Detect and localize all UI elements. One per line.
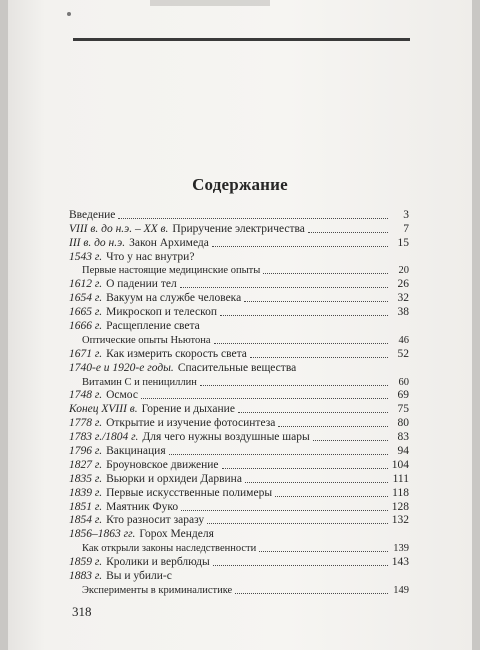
toc-entry-date: 1665 г. <box>69 306 103 319</box>
toc-entry <box>69 347 409 361</box>
toc-entry-page: 139 <box>393 543 409 555</box>
toc-leader-dots <box>259 551 388 552</box>
toc-entry-date: 1666 г. <box>69 320 103 333</box>
toc-entry-title: Как измерить скорость света <box>106 347 247 360</box>
toc-entry-title: Как открыли законы наследственности <box>82 543 257 555</box>
toc-entry-page: 69 <box>397 389 409 402</box>
toc-entry-page: 7 <box>403 222 409 235</box>
toc-entry-title: Оптические опыты Ньютона <box>82 334 211 346</box>
toc-leader-dots <box>278 426 388 427</box>
toc-entry-title: Вакцинация <box>106 445 166 458</box>
toc-entry-date: 1778 г. <box>69 417 103 430</box>
toc-entry-title: Для чего нужны воздушные шары <box>142 431 310 444</box>
toc-leader-dots <box>207 523 388 524</box>
toc-leader-dots <box>169 454 388 455</box>
toc-entry-title: Открытие и изучение фотосинтеза <box>106 417 276 430</box>
toc-leader-dots <box>275 496 388 497</box>
toc-entry-date: 1827 г. <box>69 458 103 471</box>
toc-leader-dots <box>222 468 389 469</box>
toc-leader-dots <box>313 440 388 441</box>
toc-entry <box>69 389 409 403</box>
toc-entry-title: Горение и дыхание <box>141 403 235 416</box>
toc-leader-dots <box>245 482 388 483</box>
toc-entry-date: 1796 г. <box>69 445 103 458</box>
toc-leader-dots <box>212 246 388 247</box>
toc-entry-date: 1654 г. <box>69 292 103 305</box>
toc-entry-title: Первые настоящие медицинские опыты <box>82 265 261 277</box>
toc-leader-dots <box>250 357 388 358</box>
toc-entry-date: 1612 г. <box>69 278 103 291</box>
toc-entry-page: 60 <box>398 376 409 388</box>
toc-entry <box>69 402 409 416</box>
toc-leader-dots <box>118 218 388 219</box>
toc-entry <box>69 277 409 291</box>
toc-entry-date: 1856–1863 гг. <box>69 528 136 541</box>
toc-entry <box>69 527 409 541</box>
toc-leader-dots <box>214 343 388 344</box>
toc-entry-title: Закон Архимеда <box>129 236 209 249</box>
toc-entry-title: Витамин С и пенициллин <box>82 376 197 388</box>
toc-entry <box>69 430 409 444</box>
toc-entry-title: Осмос <box>106 389 138 402</box>
toc-entry <box>69 305 409 319</box>
toc-entry <box>69 319 409 333</box>
toc-entry-page: 83 <box>397 431 409 444</box>
toc-leader-dots <box>213 565 388 566</box>
toc-entry <box>69 514 409 528</box>
toc-entry-page: 128 <box>391 500 409 513</box>
toc-entry-page: 143 <box>391 556 409 569</box>
toc-entry-page: 118 <box>392 486 409 499</box>
toc-entry <box>69 569 409 583</box>
toc-entry <box>69 583 409 597</box>
toc-entry-page: 94 <box>397 445 409 458</box>
toc-entry <box>69 208 409 222</box>
toc-entry-title: Микроскоп и телескоп <box>106 306 218 319</box>
toc-entry <box>69 291 409 305</box>
toc-entry-title: Эксперименты в криминалистике <box>82 584 233 596</box>
toc-entry-title: Первые искусственные полимеры <box>106 486 273 499</box>
toc-title: Содержание <box>192 175 288 194</box>
toc-entry-page: 104 <box>391 458 409 471</box>
toc-entry-title: О падении тел <box>106 278 177 291</box>
toc-leader-dots <box>180 287 388 288</box>
toc-entry-page: 75 <box>397 403 409 416</box>
toc-entry-title: Кролики и верблюды <box>106 556 210 569</box>
toc-leader-dots <box>308 232 388 233</box>
toc-entry <box>69 375 409 389</box>
previous-page-bleed <box>150 0 270 6</box>
toc-entry <box>69 333 409 347</box>
toc-entry-page: 20 <box>398 265 409 277</box>
toc-entry-title: Броуновское движение <box>106 458 219 471</box>
header-rule <box>73 38 410 41</box>
toc-entry-title: Спасительные вещества <box>177 361 297 374</box>
toc-entry-date: 1839 г. <box>69 486 103 499</box>
toc-entry-page: 38 <box>397 306 409 319</box>
toc-entry-title: Приручение электричества <box>172 222 305 235</box>
toc-leader-dots <box>141 398 388 399</box>
toc-entry <box>69 486 409 500</box>
toc-entry-date: 1748 г. <box>69 389 103 402</box>
toc-entry-title: Горох Менделя <box>139 528 214 541</box>
toc-entry-date: 1835 г. <box>69 472 103 485</box>
toc-entry <box>69 236 409 250</box>
toc-leader-dots <box>238 412 388 413</box>
toc-leader-dots <box>181 510 388 511</box>
page-number: 318 <box>72 604 92 619</box>
toc-entry <box>69 264 409 278</box>
toc-entry-page: 32 <box>397 292 409 305</box>
toc-leader-dots <box>200 385 388 386</box>
toc-entry-date: III в. до н.э. <box>69 236 126 249</box>
toc-entry-date: VIII в. до н.э. – XX в. <box>69 222 169 235</box>
toc-entry-title: Введение <box>69 208 116 221</box>
toc-entry <box>69 541 409 555</box>
toc-entry-page: 46 <box>398 334 409 346</box>
toc-entry <box>69 555 409 569</box>
toc-leader-dots <box>244 301 388 302</box>
toc-entry-date: 1854 г. <box>69 514 103 527</box>
toc-entry-page: 80 <box>397 417 409 430</box>
print-mark <box>67 12 71 16</box>
toc-entry-date: 1859 г. <box>69 556 103 569</box>
toc-entry-date: Конец XVIII в. <box>69 403 138 416</box>
toc-entry <box>69 250 409 264</box>
toc-entry <box>69 500 409 514</box>
toc-entry-page: 52 <box>397 347 409 360</box>
toc-entry-page: 15 <box>397 236 409 249</box>
toc-entry-date: 1671 г. <box>69 347 103 360</box>
toc-leader-dots <box>235 593 388 594</box>
toc-entry-page: 111 <box>392 472 409 485</box>
toc-entry-title: Вьюрки и орхидеи Дарвина <box>106 472 242 485</box>
toc-entry-date: 1851 г. <box>69 500 103 513</box>
toc-leader-dots <box>220 315 388 316</box>
toc-entry <box>69 222 409 236</box>
toc-entry <box>69 361 409 375</box>
toc-entry <box>69 458 409 472</box>
toc-entry-date: 1783 г./1804 г. <box>69 431 139 444</box>
toc-entry-title: Маятник Фуко <box>106 500 179 513</box>
toc-entry-page: 149 <box>393 584 409 596</box>
toc-entry-page: 132 <box>391 514 409 527</box>
toc-entry <box>69 416 409 430</box>
toc-leader-dots <box>263 273 388 274</box>
toc-entry <box>69 444 409 458</box>
toc-entry <box>69 472 409 486</box>
toc-entry-title: Расщепление света <box>106 320 200 333</box>
toc-entry-title: Что у нас внутри? <box>106 250 195 263</box>
toc-entry-title: Вакуум на службе человека <box>106 292 242 305</box>
toc-entry-page: 3 <box>403 208 409 221</box>
toc-entry-title: Вы и убили-с <box>106 570 172 583</box>
toc-entry-title: Кто разносит заразу <box>106 514 205 527</box>
toc-entry-date: 1543 г. <box>69 250 103 263</box>
toc-entry-date: 1883 г. <box>69 570 103 583</box>
toc-entry-page: 26 <box>397 278 409 291</box>
table-of-contents <box>69 208 409 597</box>
toc-entry-date: 1740-е и 1920-е годы. <box>69 361 174 374</box>
